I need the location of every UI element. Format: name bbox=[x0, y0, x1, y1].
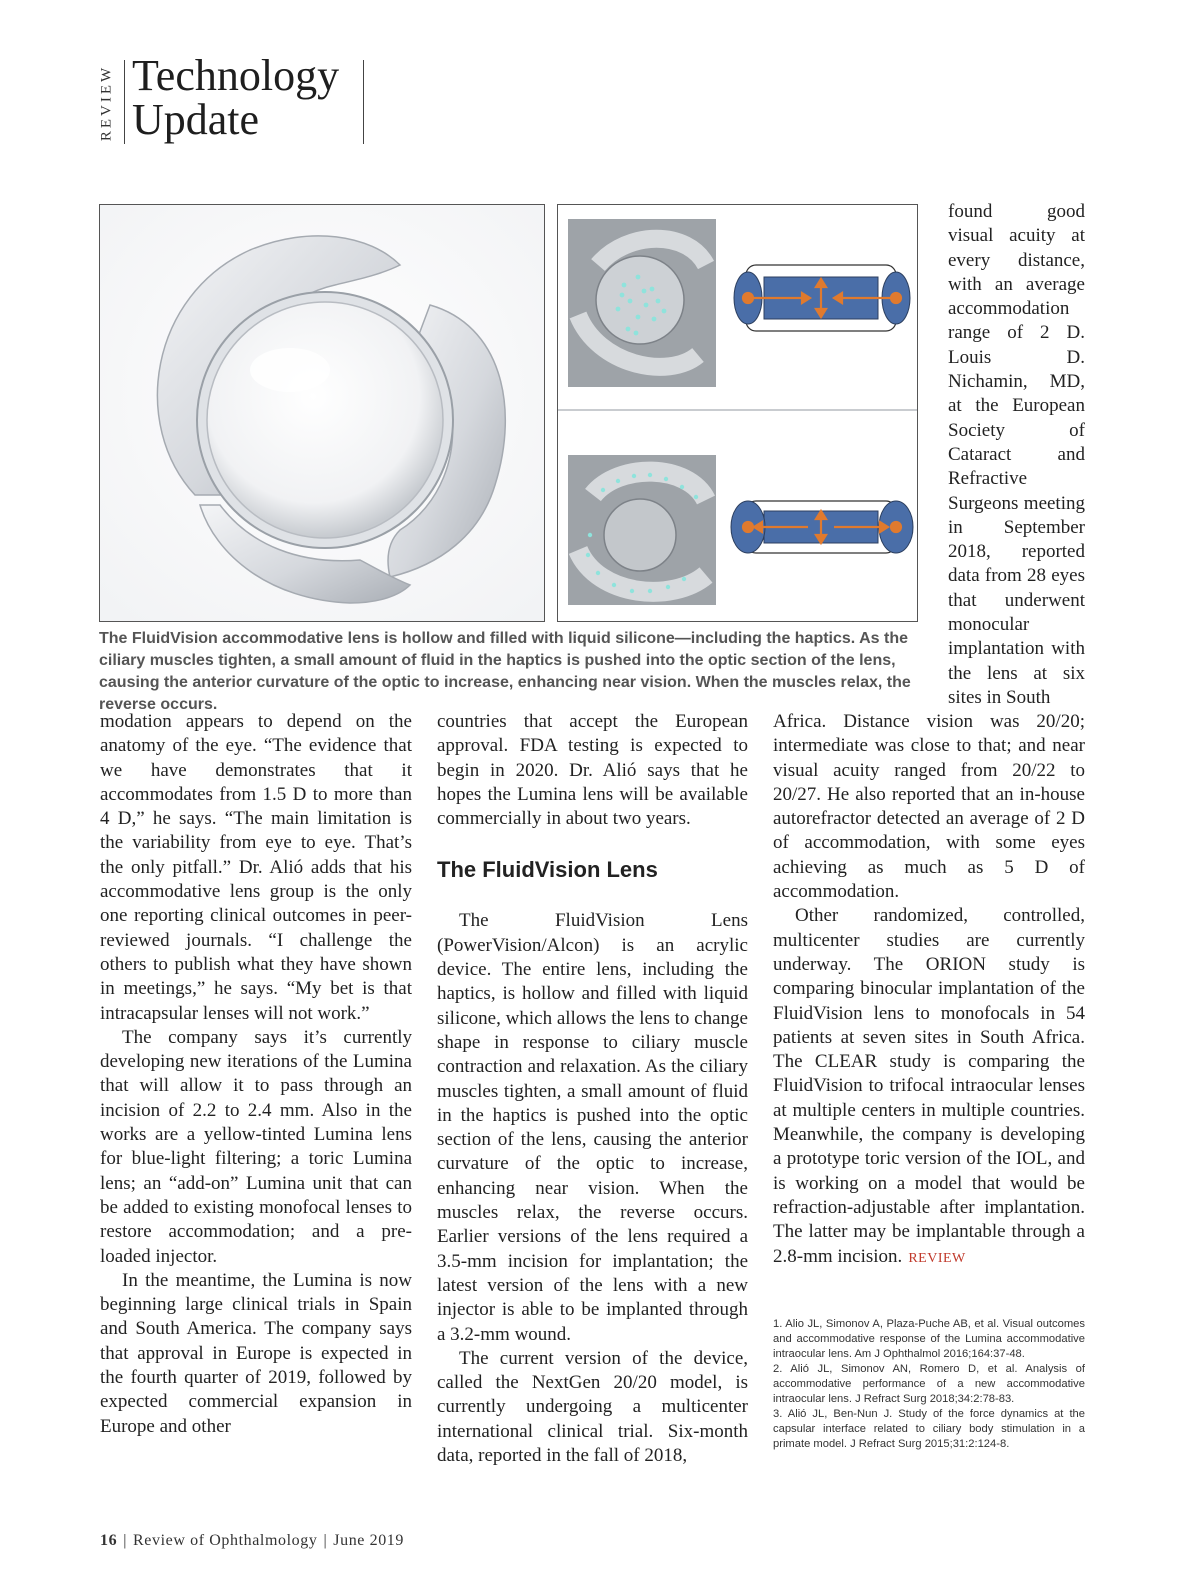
references bbox=[773, 1317, 1085, 1452]
page-footer: 16 | Review of Ophthalmology | June 2019 bbox=[100, 1532, 405, 1549]
paragraph: Africa. Distance vision was 20/20; intermediate was close to that; and near visual acuity ranged from 20/22 to 20/27. He also reported that an in-house autorefractor detected an average of 2 D of accommodation, with some eyes achieving as much as 5 D of accommodation. bbox=[773, 711, 1085, 903]
lens-photo bbox=[99, 204, 545, 622]
figure-caption bbox=[99, 628, 919, 716]
paragraph: modation appears to depend on the anatomy of the eye. “The evidence that we have demonstrates that it accommodates from 1.5 D to more than 4 D,” he says. “The main limitation is the variability from eye to eye. That’s the only pitfall.” Dr. Alió adds that his accommodative lens group is the only one reporting clinical outcomes in peer-reviewed journals. “I challenge the others to publish what they have shown in meetings,” he says. “My bet is that intracapsular lenses will not work.” bbox=[100, 711, 412, 1024]
header-divider-right bbox=[363, 60, 364, 144]
page-title bbox=[132, 51, 340, 144]
column3-top-text bbox=[948, 200, 1085, 710]
page-title-line2: Update bbox=[132, 95, 260, 144]
page-title-line1: Technology bbox=[132, 51, 340, 100]
reference-item: 2. Alió JL, Simonov AN, Romero D, et al. Analysis of accommodative performance of a new accommodative intraocular lens. J Refract Surg 2018;34:2:78-83. bbox=[773, 1363, 1085, 1405]
paragraph: The FluidVision Lens (PowerVision/Alcon) is an acrylic device. The entire lens, including the haptics, is hollow and filled with liquid silicone, which allows the lens to change shape in response to ciliary muscle contraction and relaxation. As the ciliary muscles tighten, a small amount of fluid in the haptics is pushed into the optic section of the lens, causing the anterior curvature of the optic to increase, enhancing near vision. When the muscles relax, the reverse occurs. Earlier versions of the lens required a 3.5-mm incision for implantation; the latest version of the lens with a new injector is able to be implanted through a 3.2-mm wound. bbox=[437, 910, 748, 1345]
accommodation-mechanism-illustration bbox=[558, 205, 918, 622]
section-heading: The FluidVision Lens bbox=[437, 857, 658, 883]
column-3 bbox=[773, 710, 1085, 1271]
section-label-text: REVIEW bbox=[98, 64, 115, 142]
end-mark: REVIEW bbox=[908, 1250, 966, 1266]
column-1 bbox=[100, 710, 412, 1439]
paragraph: The company says it’s currently developing new iterations of the Lumina that will allow it to pass through an incision of 2.2 to 2.4 mm. Also in the works are a yellow-tinted Lumina lens for blue-light filtering; a toric Lumina lens; an “add-on” Lumina unit that can be added to existing monofocal lenses to restore accommodation; and a pre-loaded injector. bbox=[100, 1026, 412, 1267]
paragraph: found good visual acuity at every distance, with an average accommodation range of 2 D. Louis D. Nichamin, MD, at the European Society of Cataract and Refractive Surgeons meeting in September 2018, reported data from 28 eyes that underwent monocular implantation with the lens at six sites in South bbox=[948, 201, 1085, 708]
paragraph: The current version of the device, called the NextGen 20/20 model, is currently undergoing a multicenter international clinical trial. Six-month data, reported in the fall of 2018, bbox=[437, 1347, 748, 1467]
paragraph bbox=[773, 904, 1085, 1270]
publication-name: Review of Ophthalmology bbox=[133, 1532, 318, 1549]
page-number: 16 bbox=[100, 1532, 118, 1549]
header-divider-left bbox=[124, 60, 125, 144]
fluidvision-lens-illustration bbox=[100, 205, 545, 622]
reference-item: 1. Alio JL, Simonov A, Plaza-Puche AB, et al. Visual outcomes and accommodative response of the Lumina accommodative intraocular lens. Am J Ophthalmol 2016;164:37-48. bbox=[773, 1318, 1085, 1360]
mechanism-diagram bbox=[557, 204, 918, 622]
paragraph: countries that accept the European approval. FDA testing is expected to begin in 2020. Dr. Alió says that he hopes the Lumina lens will be available commercially in about two years. bbox=[437, 711, 748, 830]
paragraph-text: Other randomized, controlled, multicenter studies are currently underway. The ORION study is comparing binocular implantation of the FluidVision lens to monofocals in 54 patients at seven sites in South Africa. The CLEAR study is comparing the FluidVision to trifocal intraocular lenses at multiple centers in multiple countries. Meanwhile, the company is developing a prototype toric version of the IOL, and is working on a model that would be refraction-adjustable after implantation. The latter may be implantable through a 2.8-mm incision. bbox=[773, 905, 1085, 1267]
reference-item: 3. Alió JL, Ben-Nun J. Study of the force dynamics at the capsular interface related to ciliary body stimulation in a primate model. J Refract Surg 2015;31:2:124-8. bbox=[773, 1408, 1085, 1450]
issue-date: June 2019 bbox=[333, 1532, 405, 1549]
figure-caption-text: The FluidVision accommodative lens is hollow and filled with liquid silicone—including the haptics. As the ciliary muscles tighten, a small amount of fluid in the haptics is pushed into the optic section of the lens, causing the anterior curvature of the optic to increase, enhancing near vision. When the muscles relax, the reverse occurs. bbox=[99, 630, 911, 713]
column-2 bbox=[437, 710, 748, 1468]
paragraph: In the meantime, the Lumina is now beginning large clinical trials in Spain and South America. The company says that approval in Europe is expected in the fourth quarter of 2019, followed by expected commercial expansion in Europe and other bbox=[100, 1269, 412, 1437]
section-label bbox=[92, 60, 122, 146]
